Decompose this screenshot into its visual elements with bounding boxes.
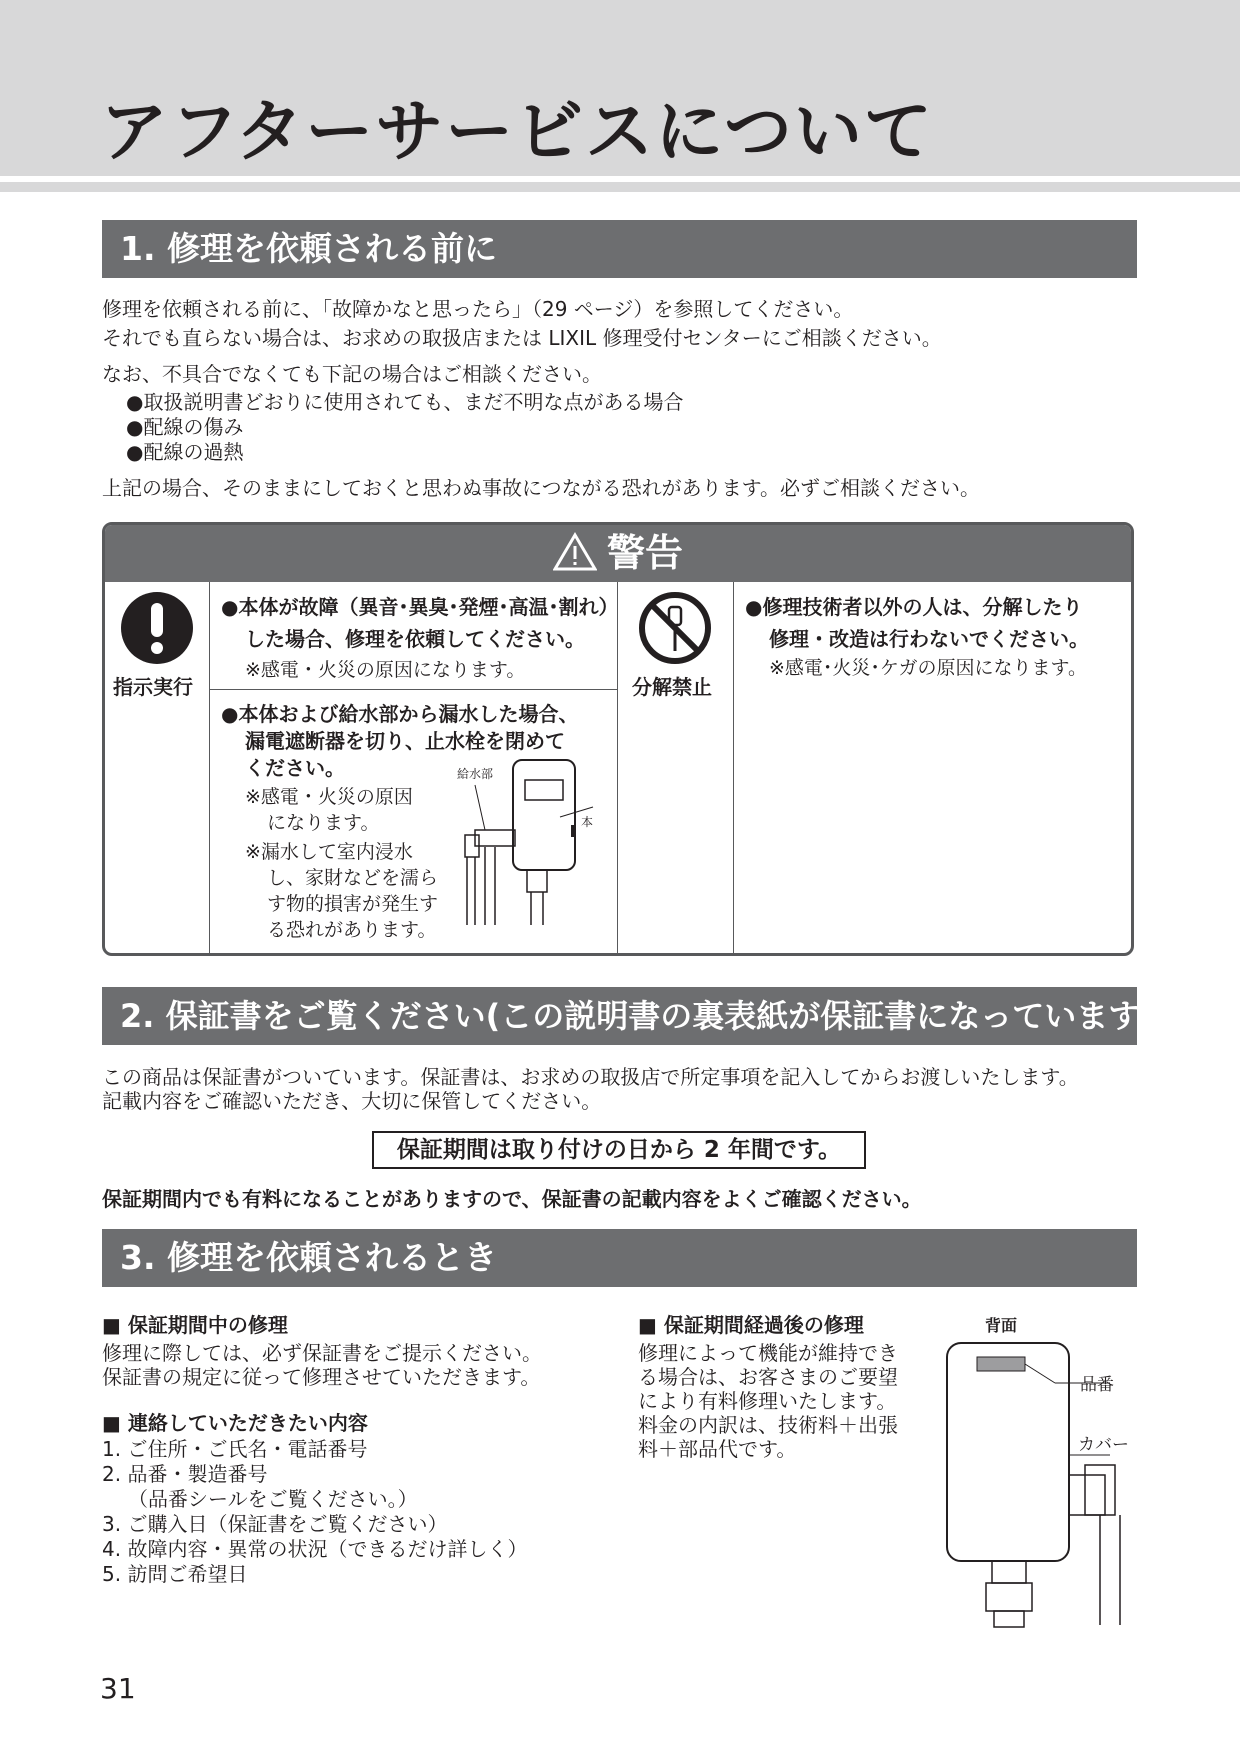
warning-item2-note: る恐れがあります。 bbox=[267, 919, 437, 941]
section1-bullet: ●取扱説明書どおりに使用されても、まだ不明な点がある場合 bbox=[126, 390, 684, 414]
in-warranty-line: 保証書の規定に従って修理させていただきます。 bbox=[102, 1365, 541, 1389]
warning-item3-line1: ●修理技術者以外の人は、分解したり bbox=[745, 595, 1083, 619]
page-number: 31 bbox=[100, 1672, 136, 1705]
after-warranty-line: 修理によって機能が維持でき bbox=[638, 1341, 898, 1365]
warning-header bbox=[105, 525, 1131, 582]
warning-triangle-icon bbox=[553, 532, 597, 572]
divider bbox=[733, 582, 734, 956]
contact-item: （品番シールをご覧ください。） bbox=[128, 1487, 418, 1511]
warning-item2-note: す物的損害が発生す bbox=[267, 893, 439, 915]
divider bbox=[209, 689, 617, 690]
warning-item2-line1: ●本体および給水部から漏水した場合、 bbox=[221, 702, 579, 726]
diagram-label-part-no: 品番 bbox=[1080, 1375, 1114, 1395]
section2-heading: 2. 保証書をご覧ください(この説明書の裏表紙が保証書になっています) bbox=[102, 987, 1137, 1045]
warning-item1-line1: ●本体が故障（異音･異臭･発煙･高温･割れ） bbox=[221, 595, 619, 619]
in-warranty-heading: ■ 保証期間中の修理 bbox=[102, 1313, 288, 1337]
contact-item: 2. 品番・製造番号 bbox=[102, 1462, 268, 1486]
warning-item2-line2: 漏電遮断器を切り、止水栓を閉めて bbox=[245, 729, 565, 753]
warning-box bbox=[102, 522, 1134, 956]
divider bbox=[209, 582, 210, 956]
section1-para3: 上記の場合、そのままにしておくと思わぬ事故につながる恐れがあります。必ずご相談ください。 bbox=[102, 476, 980, 500]
contact-item: 1. ご住所・ご氏名・電話番号 bbox=[102, 1437, 368, 1461]
warning-item1-line2: した場合、修理を依頼してください。 bbox=[245, 627, 585, 651]
in-warranty-line: 修理に際しては、必ず保証書をご提示ください。 bbox=[102, 1341, 542, 1365]
after-warranty-line: により有料修理いたします。 bbox=[638, 1389, 897, 1413]
warning-title: 警告 bbox=[606, 531, 683, 575]
diagram-label-body: 本 bbox=[581, 815, 594, 829]
diagram-label-supply: 給水部 bbox=[457, 767, 494, 781]
after-warranty-line: る場合は、お客さまのご要望 bbox=[638, 1365, 898, 1389]
warning-item2-note: になります。 bbox=[267, 812, 380, 834]
contact-item: 3. ご購入日（保証書をご覧ください） bbox=[102, 1512, 448, 1536]
section2-para-line1: この商品は保証書がついています。保証書は、お求めの取扱店で所定事項を記入してからお渡しいたします。 bbox=[102, 1065, 1079, 1089]
contact-item: 5. 訪問ご希望日 bbox=[102, 1562, 248, 1586]
warning-item2-note: し、家財などを濡ら bbox=[267, 867, 439, 889]
divider bbox=[617, 582, 618, 956]
section1-para1-line1: 修理を依頼される前に、「故障かなと思ったら」（29 ページ）を参照してください。 bbox=[102, 297, 854, 321]
warning-item2-note: ※感電・火災の原因 bbox=[245, 786, 413, 808]
warning-item1-note: ※感電・火災の原因になります。 bbox=[245, 659, 526, 681]
banner-stripe bbox=[0, 182, 1240, 192]
section3-heading: 3. 修理を依頼されるとき bbox=[102, 1229, 1137, 1287]
no-disassembly-icon bbox=[638, 591, 712, 665]
page-title: アフターサービスについて bbox=[100, 93, 934, 172]
diagram-label-cover: カバー bbox=[1078, 1435, 1129, 1455]
diagram-label-back: 背面 bbox=[985, 1316, 1018, 1335]
warranty-period-box: 保証期間は取り付けの日から 2 年間です。 bbox=[372, 1131, 866, 1169]
section1-bullet: ●配線の傷み bbox=[126, 415, 244, 439]
section1-para1-line2: それでも直らない場合は、お求めの取扱店または LIXIL 修理受付センターにご相談ください。 bbox=[102, 326, 942, 350]
mandatory-label: 指示実行 bbox=[113, 675, 193, 699]
after-warranty-heading: ■ 保証期間経過後の修理 bbox=[638, 1313, 864, 1337]
section2-note: 保証期間内でも有料になることがありますので、保証書の記載内容をよくご確認ください。 bbox=[102, 1187, 922, 1211]
section1-bullet: ●配線の過熱 bbox=[126, 440, 244, 464]
section1-heading: 1. 修理を依頼される前に bbox=[102, 220, 1137, 278]
warning-item3-note: ※感電･火災･ケガの原因になります。 bbox=[769, 657, 1088, 679]
contact-item: 4. 故障内容・異常の状況（できるだけ詳しく） bbox=[102, 1537, 528, 1561]
banner-divider bbox=[0, 176, 1240, 180]
exclamation-mandatory-icon bbox=[120, 591, 194, 665]
section2-para-line2: 記載内容をご確認いただき、大切に保管してください。 bbox=[102, 1089, 602, 1113]
section1-para2: なお、不具合でなくても下記の場合はご相談ください。 bbox=[102, 362, 602, 386]
warning-item3-line2: 修理・改造は行わないでください。 bbox=[769, 627, 1089, 651]
after-warranty-line: 料＋部品代です。 bbox=[638, 1437, 797, 1461]
after-warranty-line: 料金の内訳は、技術料＋出張 bbox=[638, 1413, 898, 1437]
faucet-unit-diagram bbox=[445, 755, 615, 956]
warning-item2-line3: ください。 bbox=[245, 756, 345, 780]
no-disassembly-label: 分解禁止 bbox=[632, 675, 712, 699]
warning-item2-note: ※漏水して室内浸水 bbox=[245, 841, 413, 863]
contact-heading: ■ 連絡していただきたい内容 bbox=[102, 1411, 368, 1435]
